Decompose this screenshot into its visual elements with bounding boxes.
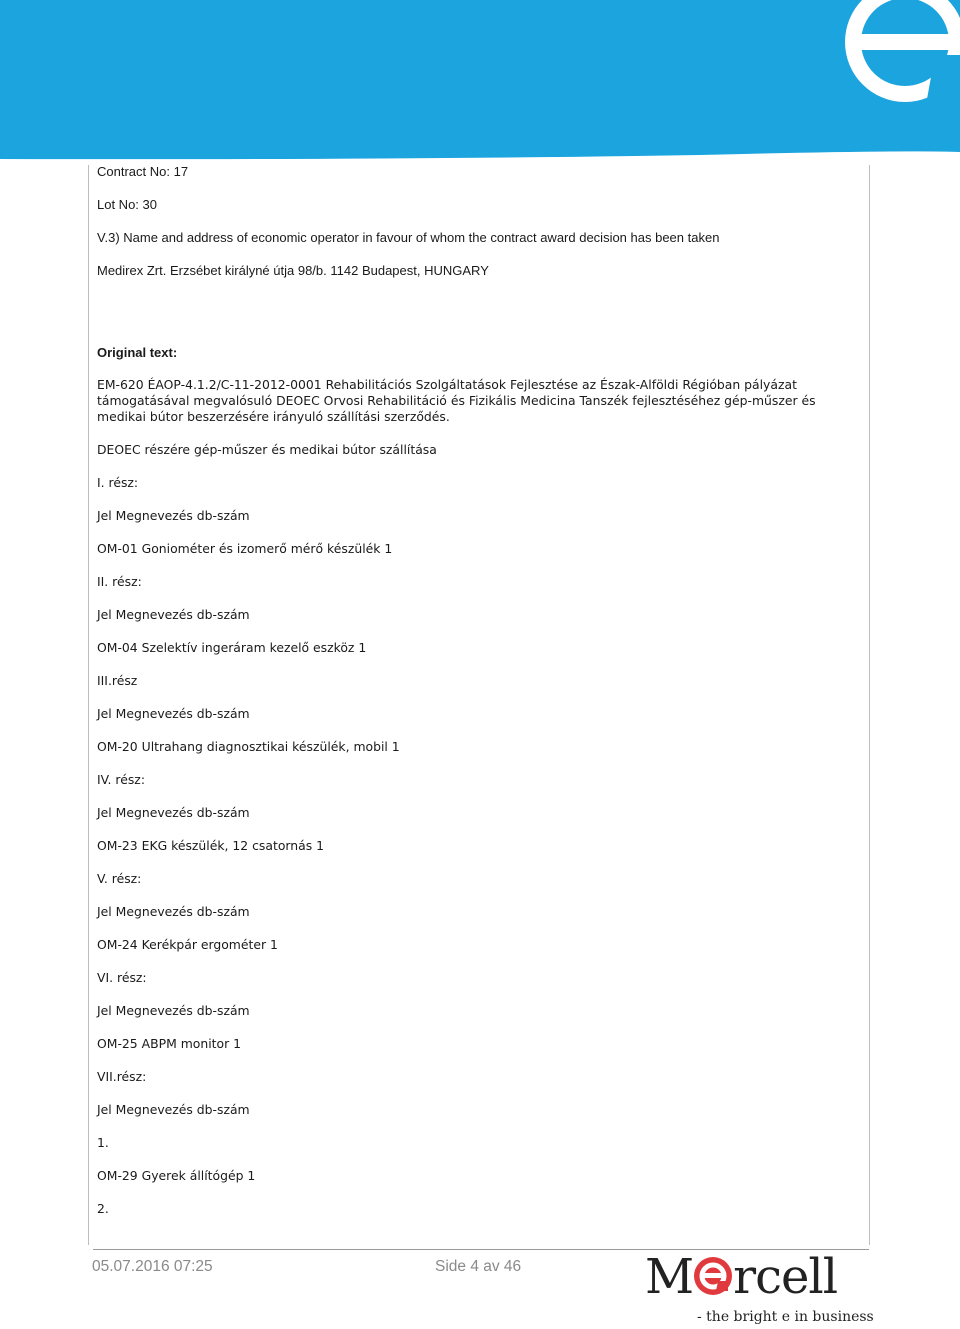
logo-letter-m: M <box>645 1249 694 1305</box>
part-item: OM-29 Gyerek állítógép 1 <box>97 1168 256 1183</box>
header-background <box>0 0 960 165</box>
original-text-label: Original text: <box>97 345 178 360</box>
section-v3-heading: V.3) Name and address of economic operator in favour of whom the contract award decision has been taken <box>97 230 720 245</box>
part-label: VII.rész: <box>97 1069 147 1084</box>
part-header: Jel Megnevezés db-szám <box>97 508 250 523</box>
lot-number: Lot No: 30 <box>97 197 157 212</box>
item-number: 1. <box>97 1135 109 1150</box>
part-item: OM-24 Kerékpár ergométer 1 <box>97 937 278 952</box>
intro-paragraph: EM-620 ÉAOP-4.1.2/C-11-2012-0001 Rehabilitációs Szolgáltatások Fejlesztése az Észak-Alföldi Régióban pályázat támogatásával megvalósuló DEOEC Orvosi Rehabilitáció és Fizikális Medicina Tanszék fejlesztéséhez gép-műszer és medikai bútor beszerzésére irányuló szállítási szerződés. <box>97 377 816 424</box>
logo-letters-rest: rcell <box>733 1249 838 1305</box>
part-7 <box>97 1069 867 1234</box>
part-label: I. rész: <box>97 475 139 490</box>
footer-date: 05.07.2016 07:25 <box>92 1258 213 1275</box>
part-item: OM-23 EKG készülék, 12 csatornás 1 <box>97 838 325 853</box>
mercell-logo <box>645 1249 875 1325</box>
part-label: V. rész: <box>97 871 142 886</box>
part-header: Jel Megnevezés db-szám <box>97 1003 250 1018</box>
part-label: VI. rész: <box>97 970 147 985</box>
part-3 <box>97 673 867 772</box>
part-header: Jel Megnevezés db-szám <box>97 706 250 721</box>
document-body <box>97 164 867 1234</box>
part-2 <box>97 574 867 673</box>
part-5 <box>97 871 867 970</box>
part-4 <box>97 772 867 871</box>
header-blue-band <box>0 0 960 159</box>
footer-page-number: Side 4 av 46 <box>435 1258 522 1275</box>
logo-tagline: - the bright e in business <box>697 1309 874 1325</box>
part-6 <box>97 970 867 1069</box>
logo-wordmark <box>645 1249 837 1305</box>
red-e-icon <box>694 1257 732 1295</box>
contract-number: Contract No: 17 <box>97 164 189 179</box>
header-band <box>0 0 960 165</box>
part-item: OM-25 ABPM monitor 1 <box>97 1036 241 1051</box>
part-item: OM-20 Ultrahang diagnosztikai készülék, mobil 1 <box>97 739 400 754</box>
part-label: IV. rész: <box>97 772 145 787</box>
part-item: OM-01 Goniométer és izomerő mérő készülék 1 <box>97 541 393 556</box>
item-number: 2. <box>97 1201 109 1216</box>
part-label: III.rész <box>97 673 138 688</box>
part-1 <box>97 475 867 574</box>
delivery-title: DEOEC részére gép-műszer és medikai bútor szállítása <box>97 442 437 457</box>
part-header: Jel Megnevezés db-szám <box>97 607 250 622</box>
part-header: Jel Megnevezés db-szám <box>97 805 250 820</box>
part-header: Jel Megnevezés db-szám <box>97 904 250 919</box>
part-item: OM-04 Szelektív ingeráram kezelő eszköz 1 <box>97 640 367 655</box>
part-label: II. rész: <box>97 574 142 589</box>
economic-operator: Medirex Zrt. Erzsébet királyné útja 98/b. 1142 Budapest, HUNGARY <box>97 263 489 278</box>
part-header: Jel Megnevezés db-szám <box>97 1102 250 1117</box>
